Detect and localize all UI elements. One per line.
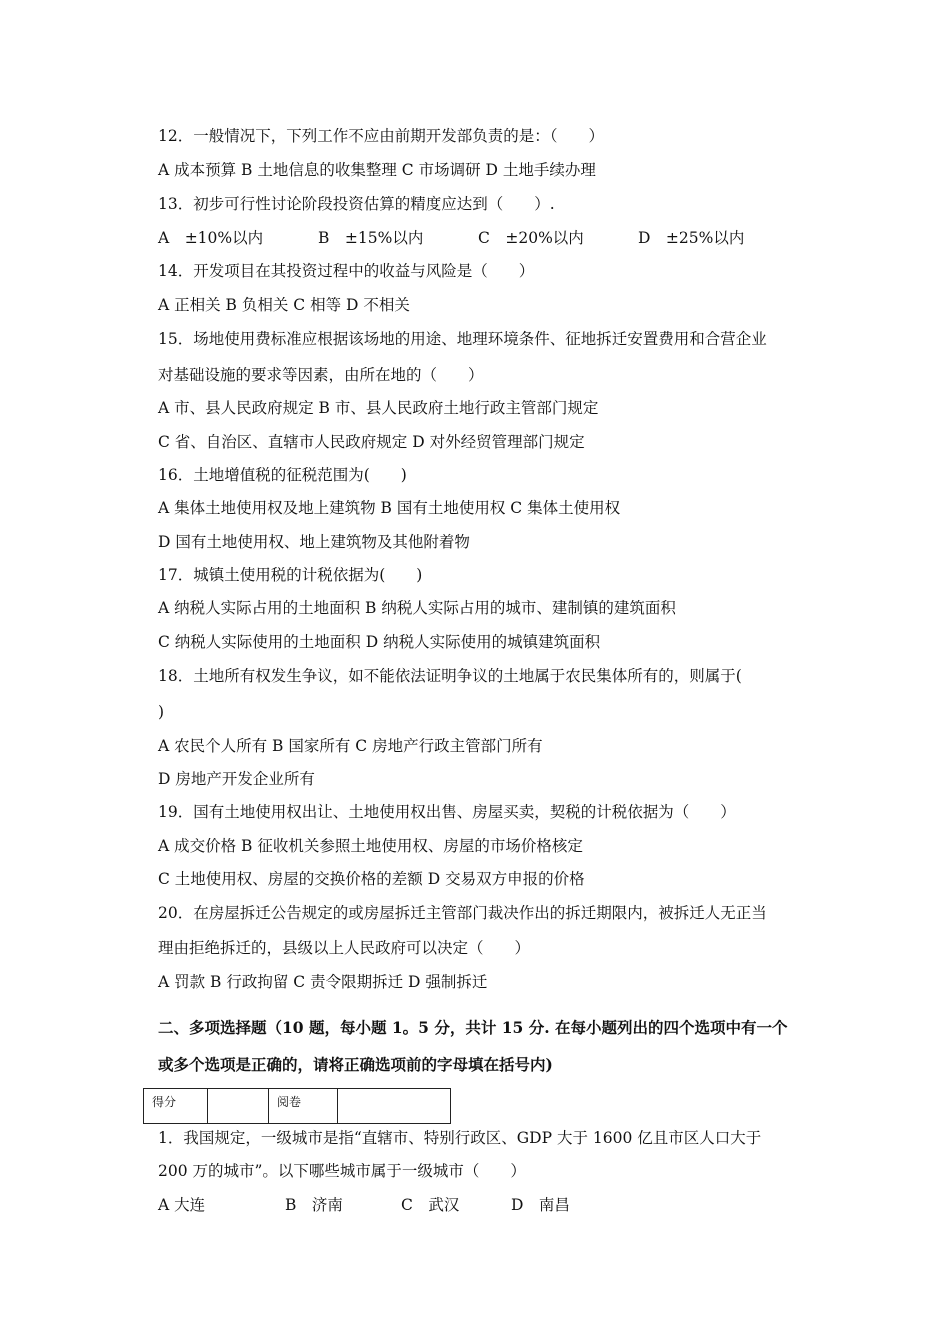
option-c: C 武汉 [401, 1196, 460, 1214]
multi-question-1-stem: 1．我国规定，一级城市是指“直辖市、特别行政区、GDP 大于 1600 亿且市区人口大于 [158, 1129, 762, 1147]
question-13-options [158, 228, 744, 248]
section-2-title-cont: 或多个选项是正确的，请将正确选项前的字母填在括号内) [158, 1055, 553, 1074]
question-20-stem-cont: 理由拒绝拆迁的，县级以上人民政府可以决定（ ） [158, 939, 531, 957]
question-14-options: A 正相关 B 负相关 C 相等 D 不相关 [158, 296, 410, 314]
score-table [143, 1088, 451, 1124]
question-18-options: A 农民个人所有 B 国家所有 C 房地产行政主管部门所有 [158, 737, 543, 755]
question-13-stem: 13．初步可行性讨论阶段投资估算的精度应达到（ ）. [158, 195, 555, 213]
question-17-options-cont: C 纳税人实际使用的土地面积 D 纳税人实际使用的城镇建筑面积 [158, 633, 601, 651]
question-15-stem: 15．场地使用费标准应根据该场地的用途、地理环境条件、征地拆迁安置费用和合营企业 [158, 330, 767, 348]
option-c: C ±20%以内 [478, 229, 584, 247]
question-18-options-cont: D 房地产开发企业所有 [158, 770, 315, 788]
question-20-stem: 20．在房屋拆迁公告规定的或房屋拆迁主管部门裁决作出的拆迁期限内，被拆迁人无正当 [158, 904, 767, 922]
question-20-options: A 罚款 B 行政拘留 C 责令限期拆迁 D 强制拆迁 [158, 973, 488, 991]
option-a: A 大连 [158, 1196, 206, 1214]
option-a: A ±10%以内 [158, 229, 264, 247]
option-b: B 济南 [285, 1196, 343, 1214]
review-value[interactable] [338, 1089, 451, 1124]
multi-question-1-options [158, 1195, 570, 1215]
question-12-options: A 成本预算 B 土地信息的收集整理 C 市场调研 D 土地手续办理 [158, 161, 596, 179]
score-label: 得分 [144, 1089, 208, 1124]
question-16-options: A 集体土地使用权及地上建筑物 B 国有土地使用权 C 集体土使用权 [158, 499, 621, 517]
question-16-options-cont: D 国有土地使用权、地上建筑物及其他附着物 [158, 533, 470, 551]
review-label: 阅卷 [269, 1089, 338, 1124]
option-d: D ±25%以内 [638, 229, 745, 247]
option-b: B ±15%以内 [318, 229, 424, 247]
question-18-stem: 18．土地所有权发生争议，如不能依法证明争议的土地属于农民集体所有的，则属于( [158, 667, 742, 685]
question-15-options-cont: C 省、自治区、直辖市人民政府规定 D 对外经贸管理部门规定 [158, 433, 585, 451]
score-value[interactable] [208, 1089, 269, 1124]
question-15-stem-cont: 对基础设施的要求等因素，由所在地的（ ） [158, 366, 484, 384]
question-17-stem: 17．城镇土使用税的计税依据为( ) [158, 566, 423, 584]
question-18-stem-cont: ) [158, 703, 165, 721]
multi-question-1-stem-cont: 200 万的城市”。以下哪些城市属于一级城市（ ） [158, 1162, 526, 1180]
option-d: D 南昌 [511, 1196, 570, 1214]
question-17-options: A 纳税人实际占用的土地面积 B 纳税人实际占用的城市、建制镇的建筑面积 [158, 599, 676, 617]
question-19-options-cont: C 土地使用权、房屋的交换价格的差额 D 交易双方申报的价格 [158, 870, 585, 888]
question-19-options: A 成交价格 B 征收机关参照土地使用权、房屋的市场价格核定 [158, 837, 583, 855]
question-19-stem: 19．国有土地使用权出让、土地使用权出售、房屋买卖，契税的计税依据为（ ） [158, 803, 736, 821]
question-12-stem: 12．一般情况下，下列工作不应由前期开发部负责的是：（ ） [158, 127, 604, 145]
question-15-options: A 市、县人民政府规定 B 市、县人民政府土地行政主管部门规定 [158, 399, 599, 417]
question-16-stem: 16．土地增值税的征税范围为( ) [158, 466, 407, 484]
question-14-stem: 14．开发项目在其投资过程中的收益与风险是（ ） [158, 262, 535, 280]
section-2-title: 二、多项选择题（10 题，每小题 1。5 分，共计 15 分. 在每小题列出的四个选项中有一个 [158, 1018, 788, 1037]
